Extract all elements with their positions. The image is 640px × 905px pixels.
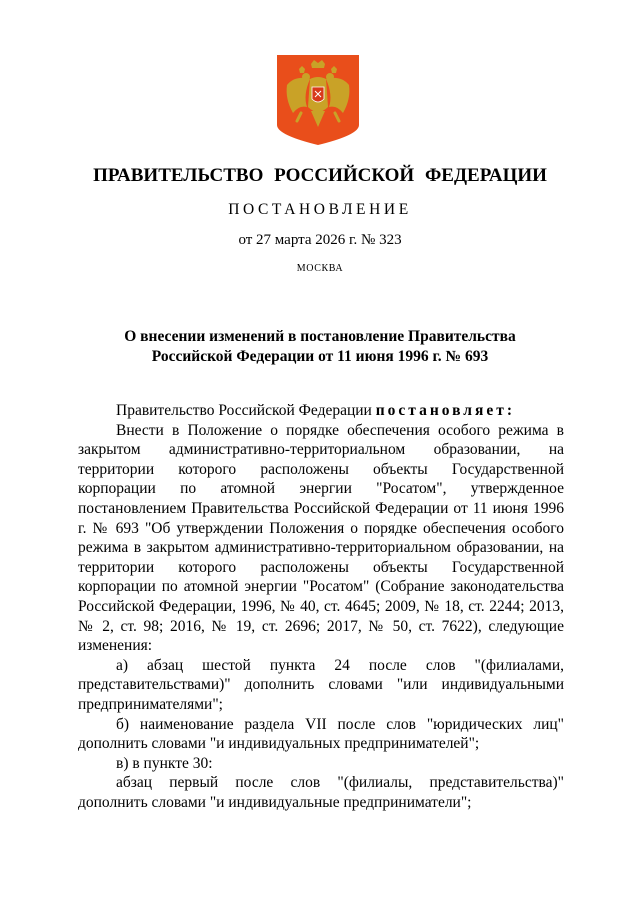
document-body — [78, 401, 564, 812]
item-c: в) в пункте 30: — [116, 754, 213, 772]
intro-paragraph — [78, 401, 564, 421]
document-subject — [0, 327, 640, 367]
coat-of-arms-icon — [277, 55, 359, 145]
subject-line-1: О внесении изменений в постановление Правительства — [124, 328, 516, 345]
subject-line-2: Российской Федерации от 11 июня 1996 г. № 693 — [151, 348, 489, 365]
government-title: ПРАВИТЕЛЬСТВО РОССИЙСКОЙ ФЕДЕРАЦИИ — [93, 165, 547, 186]
item-b: б) наименование раздела VII после слов "юридических лиц" дополнить словами "и индивидуальных предпринимателей"; — [78, 715, 564, 753]
document-city: МОСКВА — [296, 263, 344, 274]
amendment-paragraph: Внести в Положение о порядке обеспечения особого режима в закрытом административно-территориальном образовании, на территории которого расположены объекты Государственной корпорации по атомной энергии "Росатом", утвержденное постановлением Правительства Российской Федерации от 11 июня 1996 г. № 693 "Об утверждении Положения о порядке обеспечения особого режима в закрытом административно-территориальном образовании, на территории которого расположены объекты Государственной корпорации по атомной энергии "Росатом" (Собрание законодательства Российской Федерации, 1996, № 40, ст. 4645; 2009, № 18, ст. 2244; 2013, № 2, ст. 98; 2016, № 19, ст. 2696; 2017, № 50, ст. 7622), следующие изменения: — [78, 421, 564, 655]
document-date: от 27 марта 2026 г. № 323 — [238, 232, 402, 248]
intro-lead: Правительство Российской Федерации — [116, 402, 376, 419]
item-c-text: абзац первый после слов "(филиалы, представительства)" дополнить словами "и индивидуальные предприниматели"; — [78, 774, 564, 811]
decrees-word: постановляет: — [375, 402, 516, 419]
item-a: а) абзац шестой пункта 24 после слов "(филиалами, представительствами)" дополнить словами "или индивидуальными предпринимателями"; — [78, 656, 564, 713]
document-type: ПОСТАНОВЛЕНИЕ — [228, 201, 412, 218]
